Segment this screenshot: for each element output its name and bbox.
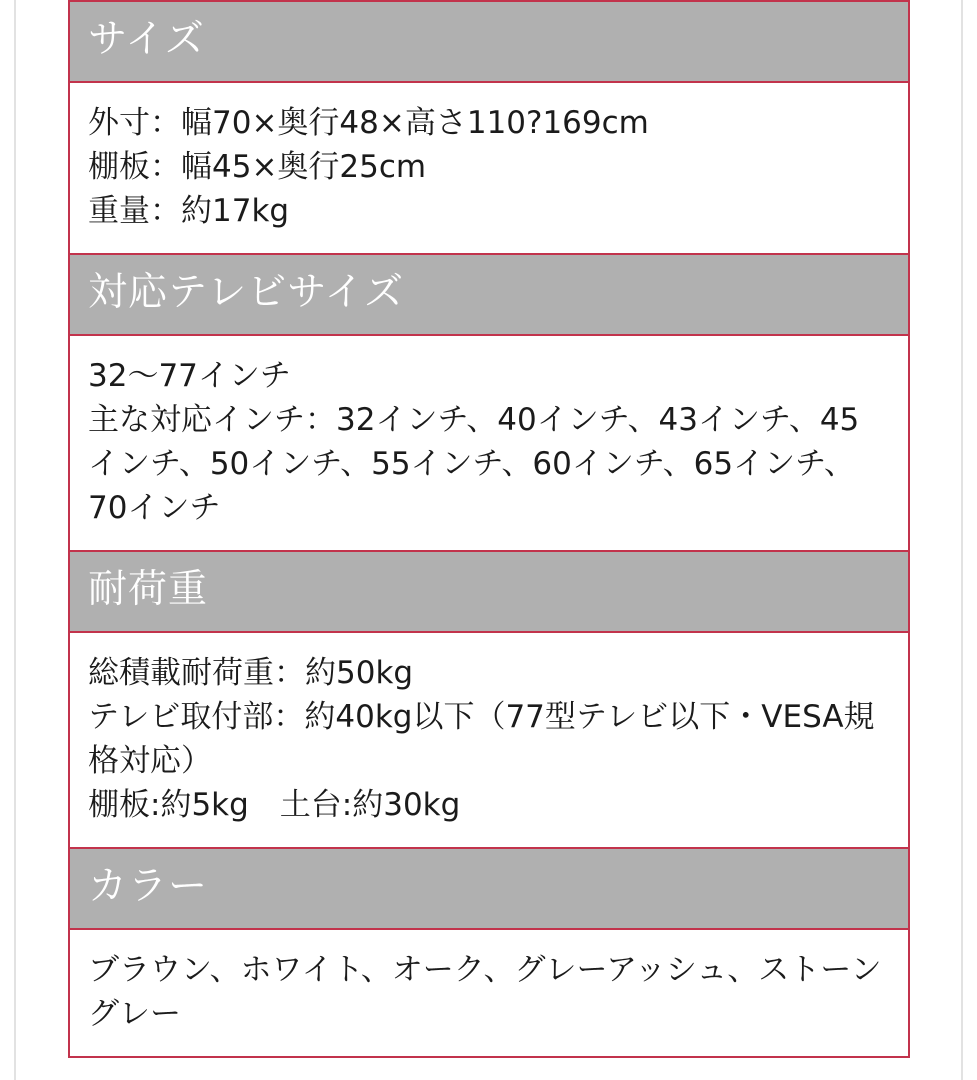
section-body-size [69,82,909,254]
table-row [69,254,909,335]
specification-table [68,0,910,1058]
section-header-size: サイズ [69,1,909,82]
section-header-load-capacity: 耐荷重 [69,551,909,632]
section-body-color [69,929,909,1057]
spec-line: 主な対応インチ：32インチ、40インチ、43インチ、45インチ、50インチ、55インチ、60インチ、65インチ、70インチ [88,401,860,526]
section-body-tv-size [69,335,909,551]
spec-line: 32〜77インチ [88,357,291,394]
table-row [69,929,909,1057]
table-row [69,1,909,82]
section-header-tv-size: 対応テレビサイズ [69,254,909,335]
spec-line: 総積載耐荷重：約50kg [88,654,414,691]
section-body-load-capacity [69,632,909,848]
spec-line: 重量：約17kg [88,192,290,229]
section-header-color: カラー [69,848,909,929]
table-row [69,335,909,551]
spec-line: テレビ取付部：約40kg以下（77型テレビ以下・VESA規格対応） [88,698,875,779]
spec-line: ブラウン、ホワイト、オーク、グレーアッシュ、ストーングレー [88,951,882,1032]
card-edge-left [0,0,16,1080]
table-row [69,82,909,254]
spec-line: 外寸：幅70×奥行48×高さ110?169cm [88,104,649,141]
spec-line: 棚板：幅45×奥行25cm [88,148,427,185]
table-row [69,848,909,929]
card-edge-right [961,0,977,1080]
table-row [69,632,909,848]
table-row [69,551,909,632]
spec-line: 棚板:約5kg 土台:約30kg [88,786,461,823]
